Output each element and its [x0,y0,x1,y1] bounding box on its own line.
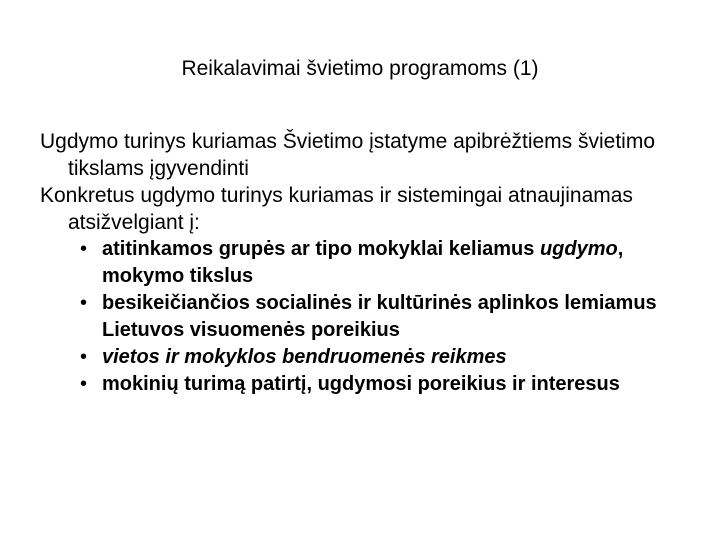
bullet-marker: • [80,238,88,260]
bullet-list [40,236,700,398]
slide-body [40,128,700,398]
bullet-item-1 [40,236,700,290]
bullet-text-italic: vietos ir mokyklos bendruomenės reikmes [102,346,507,368]
bullet-item-2 [40,290,700,344]
bullet-marker: • [80,292,88,314]
bullet-item-3 [40,344,700,371]
bullet-text: atitinkamos grupės ar tipo mokyklai keliamus [102,238,540,260]
bullet-text-italic: ugdymo [539,238,618,260]
bullet-marker: • [80,346,88,368]
bullet-item-4 [40,371,700,398]
bullet-text: mokinių turimą patirtį, ugdymosi poreikius ir interesus [102,373,620,395]
paragraph-2: Konkretus ugdymo turinys kuriamas ir sistemingai atnaujinamas atsižvelgiant į: [40,184,633,234]
bullet-text: , mokymo tikslus [102,238,624,287]
bullet-text: besikeičiančios socialinės ir kultūrinės aplinkos lemiamus Lietuvos visuomenės poreikius [102,292,657,341]
bullet-marker: • [80,373,88,395]
slide-title: Reikalavimai švietimo programoms (1) [181,57,539,80]
paragraph-1: Ugdymo turinys kuriamas Švietimo įstatyme apibrėžtiems švietimo tikslams įgyvendinti [40,130,656,180]
